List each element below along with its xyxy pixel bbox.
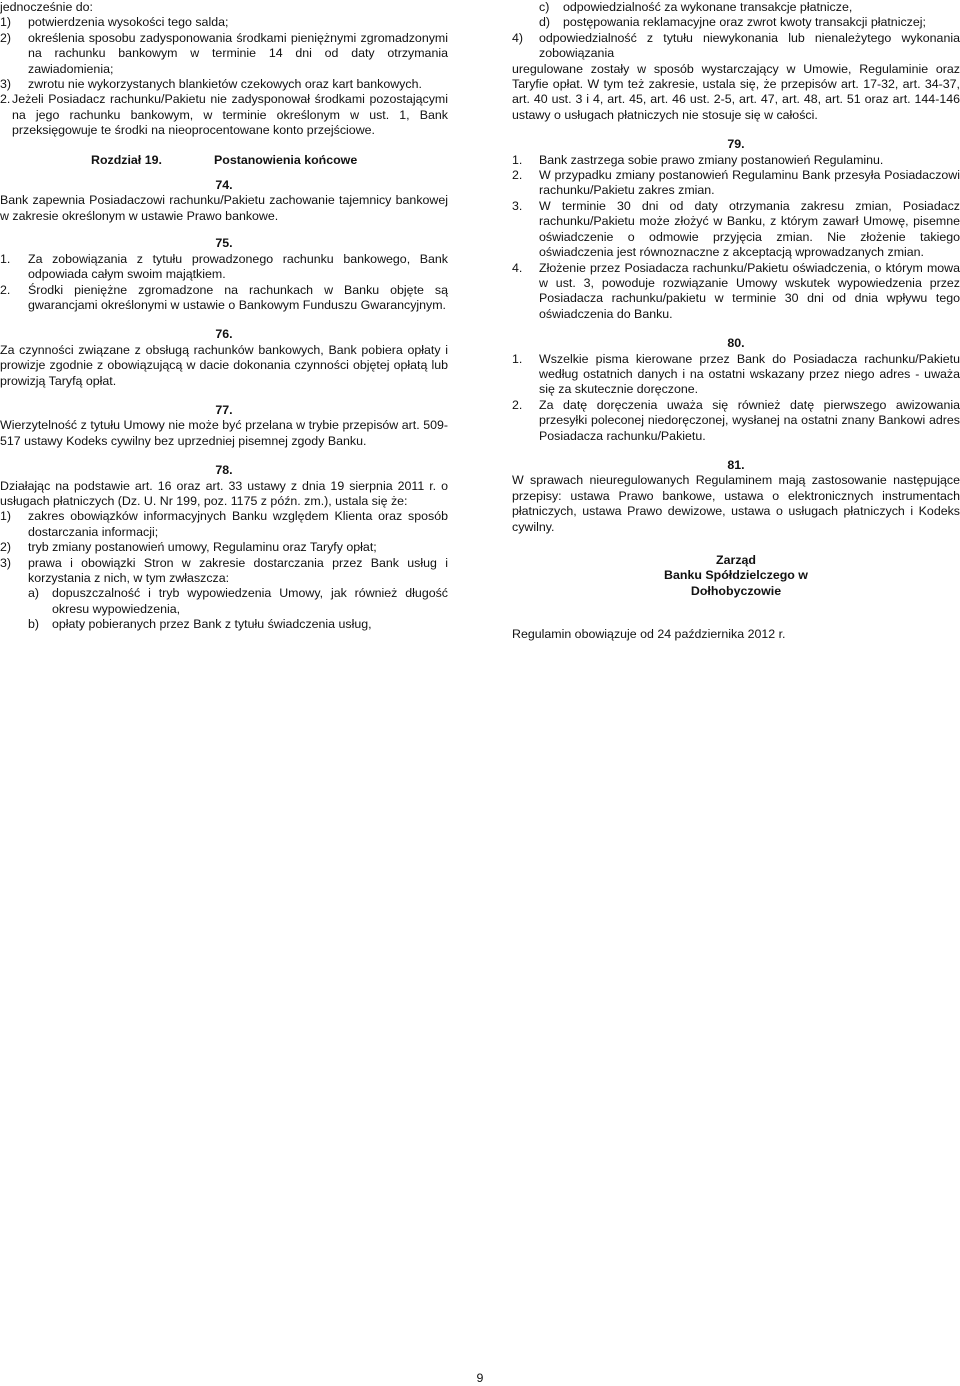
list-item: 2) określenia sposobu zadysponowania środkami pieniężnymi zgromadzonymi na rachunku bankowym w terminie 14 dni od daty otrzymania zawiadomienia; [0,30,448,76]
article-number: 81. [727,457,745,472]
list-item: 3) prawa i obowiązki Stron w zakresie dostarczania przez Bank usług i korzystania z nich, w tym zwłaszcza: [0,555,448,585]
signature-bank: Banku Spółdzielczego w [664,568,808,583]
sub-list-item: a) dopuszczalność i tryb wypowiedzenia Umowy, jak również długość okresu wypowiedzenia, [28,586,448,616]
list-item: 2) tryb zmiany postanowień umowy, Regulaminu oraz Taryfy opłat; [0,540,377,555]
summary-text: uregulowane zostały w sposób wystarczający w Umowie, Regulaminie oraz Taryfie opłat. W tym też zakresie, ustala się, że przepisów art. 17-32, art. 34-37, art. 40 ust. 3 i 4, art. 45, art. 46 ust. 2-5, art. 47, art. 48, art. 51 oraz art. 144-146 ustawy o usługach płatniczych nie stosuje się w całości. [512,61,960,122]
article-number: 77. [215,402,233,417]
list-item: 2. Środki pieniężne zgromadzone na rachunkach w Banku objęte są gwarancjami określonymi w ustawie o Bankowym Funduszu Gwarancyjnym. [0,282,448,312]
list-item: 4. Złożenie przez Posiadacza rachunku/Pakietu oświadczenia, o którym mowa w ust. 3, powoduje rozwiązanie Umowy wskutek wypowiedzenia przez Posiadacza rachunku/pakietu w terminie 30 dni od dnia wpływu tego oświadczenia do Banku. [512,260,960,321]
sub-list-item: d) postępowania reklamacyjne oraz zwrot kwoty transakcji płatniczej; [539,15,926,30]
right-column [512,0,960,643]
paragraph-2: 2. Jeżeli Posiadacz rachunku/Pakietu nie zadysponował środkami pozostającymi na jego rachunku bankowym, w terminie określonym w ust. 1, Bank przeksięgowuje te środki na nieoprocentowane konto przejściowe. [0,92,448,138]
signature-place: Dołhobyczowie [690,583,782,598]
article-text: Bank zapewnia Posiadaczowi rachunku/Pakietu zachowanie tajemnicy bankowej w zakresie określonym w ustawie Prawo bankowe. [0,193,448,223]
page-number: 9 [476,1371,484,1385]
article-text: Wierzytelność z tytułu Umowy nie może być przelana w trybie przepisów art. 509-517 ustawy Kodeks cywilny bez uprzedniej pisemnej zgody Banku. [0,418,448,448]
left-column [0,0,448,633]
list-item: 4) odpowiedzialność z tytułu niewykonania lub nienależytego wykonania zobowiązania [512,30,960,61]
sub-list-item: b) opłaty pobieranych przez Bank z tytułu świadczenia usług, [28,617,372,632]
intro-text: jednocześnie do: [0,0,93,14]
article-number: 79. [727,137,745,152]
article-number: 78. [215,463,233,478]
list-item: 3) zwrotu nie wykorzystanych blankietów czekowych oraz kart bankowych. [0,77,422,92]
list-item: 1) potwierdzenia wysokości tego salda; [0,15,229,30]
list-item: 2. W przypadku zmiany postanowień Regulaminu Bank przesyła Posiadaczowi rachunku/Pakietu zakres zmian. [512,168,960,198]
sub-list-item: c) odpowiedzialność za wykonane transakcje płatnicze, [539,0,853,14]
article-number: 76. [215,327,233,342]
article-text: W sprawach nieuregulowanych Regulaminem mają zastosowanie następujące przepisy: ustawa Prawo bankowe, ustawa o elektronicznych instrumentach płatniczych, ustawa Prawo dewizowe, ustawa o usługach płatniczych i Kodeks cywilny. [512,473,960,534]
chapter-title: Postanowienia końcowe [214,152,358,167]
list-item: 1. Bank zastrzega sobie prawo zmiany postanowień Regulaminu. [512,152,884,167]
list-item: 1) zakres obowiązków informacyjnych Banku względem Klienta oraz sposób dostarczania informacji; [0,509,448,539]
signature-board: Zarząd [716,553,756,567]
list-item: 1. Za zobowiązania z tytułu prowadzonego rachunku bankowego, Bank odpowiada całym swoim majątkiem. [0,251,448,282]
effective-date: Regulamin obowiązuje od 24 października 2012 r. [512,627,786,642]
list-item: 3. W terminie 30 dni od daty otrzymania zakresu zmian, Posiadacz rachunku/Pakietu może złożyć w Banku, z którym zawarł Umowę, pisemne oświadczenie o odmowie przyjęcia zmian. Nie złożenie takiego oświadczenia jest równoznaczne z akceptacją wprowadzanych zmian. [512,198,960,260]
article-text: Działając na podstawie art. 16 oraz art. 33 ustawy z dnia 19 sierpnia 2011 r. o usługach płatniczych (Dz. U. Nr 199, poz. 1175 z późn. zm.), ustala się że: [0,478,448,508]
chapter-heading [0,153,448,168]
list-item: 2. Za datę doręczenia uważa się również datę pierwszego awizowania przesyłki poleconej niedoręczonej, wysłanej na ostatni znany Bankowi adres Posiadacza rachunku/Pakietu. [512,397,960,443]
article-number: 75. [215,236,233,251]
article-text: Za czynności związane z obsługą rachunków bankowych, Bank pobiera opłaty i prowizje zgodnie z obowiązującą w dacie dokonania czynności objętej opłatą lub prowizją Taryfą opłat. [0,342,448,388]
article-number: 80. [727,336,745,351]
list-item: 1. Wszelkie pisma kierowane przez Bank do Posiadacza rachunku/Pakietu według ostatnich danych i na ostatni wskazany przez niego adres - uważa się za skutecznie doręczone. [512,351,960,397]
article-number: 74. [215,178,233,193]
chapter-label: Rozdział 19. [91,152,162,167]
